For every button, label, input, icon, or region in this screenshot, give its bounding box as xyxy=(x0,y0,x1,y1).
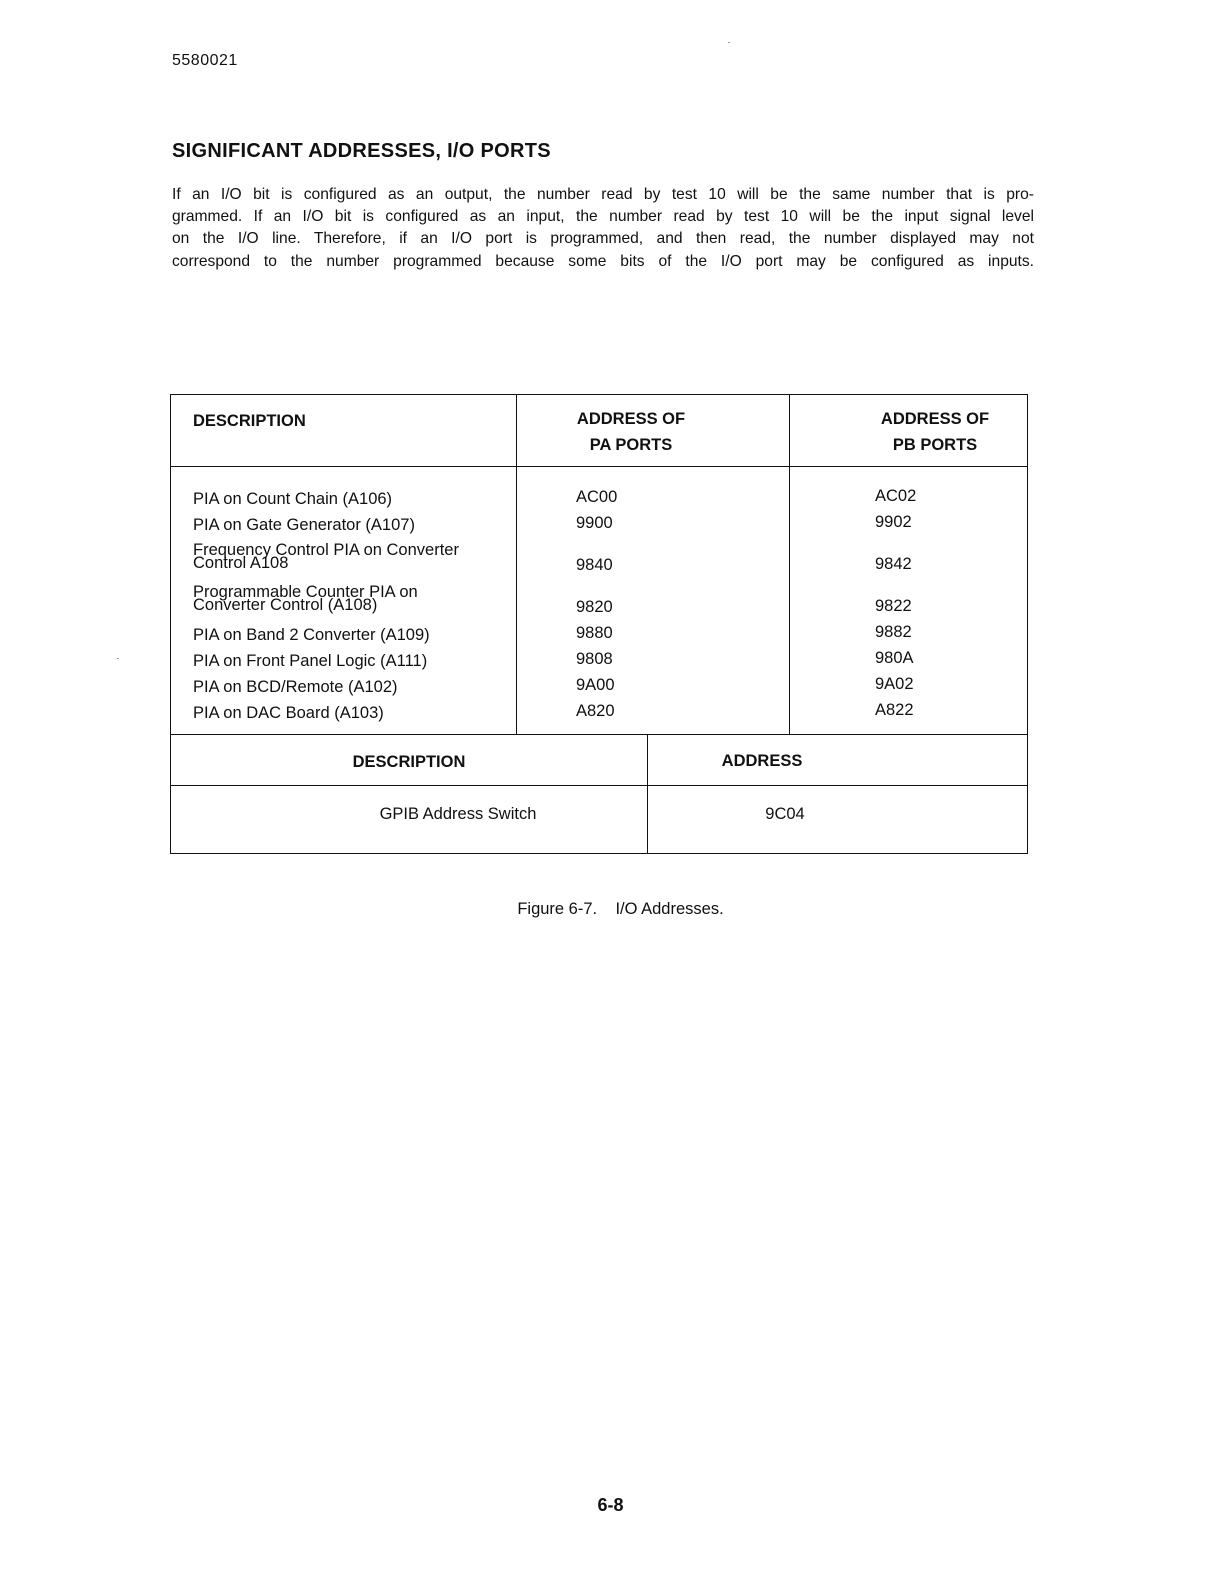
page-number: 6-8 xyxy=(597,1495,624,1515)
row-pa-address: 9900 xyxy=(576,514,613,532)
intro-paragraph xyxy=(172,184,1034,273)
row-pa-address: 9820 xyxy=(576,598,613,616)
document-number: 5580021 xyxy=(172,52,238,69)
row-pb-address: 9902 xyxy=(875,513,912,531)
header-pb-line1: ADDRESS OF xyxy=(880,410,990,428)
intro-line: If an I/O bit is configured as an output, the number read by test 10 will be the same number that is pro- xyxy=(172,186,1034,203)
header-pb-line2: PB PORTS xyxy=(892,436,978,454)
row-pb-address: A822 xyxy=(875,701,914,719)
row-pa-address: 9808 xyxy=(576,650,613,668)
switch-address-table xyxy=(170,734,1028,854)
header-pb-ports xyxy=(855,406,1015,458)
row-description-line2: Converter Control (A108) xyxy=(193,596,378,614)
header-divider xyxy=(171,785,1027,786)
row-pb-address: 980A xyxy=(875,649,914,667)
header-divider xyxy=(171,466,1027,467)
switch-description: GPIB Address Switch xyxy=(379,805,537,823)
switch-address: 9C04 xyxy=(765,805,805,823)
row-pb-address: 9842 xyxy=(875,555,912,573)
row-description: PIA on Band 2 Converter (A109) xyxy=(193,626,430,644)
row-pb-address: AC02 xyxy=(875,487,917,505)
row-description-line1: Programmable Counter PIA on xyxy=(193,583,418,601)
intro-line: correspond to the number programmed because some bits of the I/O port may be configured as inputs. xyxy=(172,252,1034,270)
scan-speck xyxy=(728,42,730,43)
section-title: SIGNIFICANT ADDRESSES, I/O PORTS xyxy=(172,140,551,162)
row-description: PIA on Count Chain (A106) xyxy=(193,490,393,508)
row-pa-address: 9840 xyxy=(576,556,613,574)
column-divider xyxy=(789,395,790,734)
scan-speck xyxy=(117,658,119,659)
row-pa-address: 9A00 xyxy=(576,676,615,694)
row-pa-address: A820 xyxy=(576,702,615,720)
row-description-line1: Frequency Control PIA on Converter xyxy=(193,541,459,559)
row-description xyxy=(193,584,418,614)
header-pa-line2: PA PORTS xyxy=(589,436,673,454)
figure-caption: Figure 6-7. I/O Addresses. xyxy=(517,900,724,918)
row-pb-address: 9A02 xyxy=(875,675,914,693)
row-description xyxy=(193,542,459,572)
switch-header-address: ADDRESS xyxy=(721,752,803,770)
column-divider xyxy=(516,395,517,734)
row-pa-address: 9880 xyxy=(576,624,613,642)
header-pa-ports xyxy=(551,406,711,458)
row-pa-address: AC00 xyxy=(576,488,618,506)
row-description: PIA on DAC Board (A103) xyxy=(193,704,384,722)
intro-line: on the I/O line. Therefore, if an I/O port is programmed, and then read, the number displayed may not xyxy=(172,230,1034,248)
port-address-table xyxy=(170,394,1028,735)
header-pa-line1: ADDRESS OF xyxy=(576,410,686,428)
intro-line: grammed. If an I/O bit is configured as an input, the number read by test 10 will be the input signal level xyxy=(172,208,1034,226)
row-description-line2: Control A108 xyxy=(193,554,289,572)
row-description: PIA on Gate Generator (A107) xyxy=(193,516,415,534)
switch-header-description: DESCRIPTION xyxy=(352,753,466,771)
header-description: DESCRIPTION xyxy=(193,412,306,430)
row-pb-address: 9882 xyxy=(875,623,912,641)
row-pb-address: 9822 xyxy=(875,597,912,615)
row-description: PIA on BCD/Remote (A102) xyxy=(193,678,398,696)
row-description: PIA on Front Panel Logic (A111) xyxy=(193,652,428,670)
